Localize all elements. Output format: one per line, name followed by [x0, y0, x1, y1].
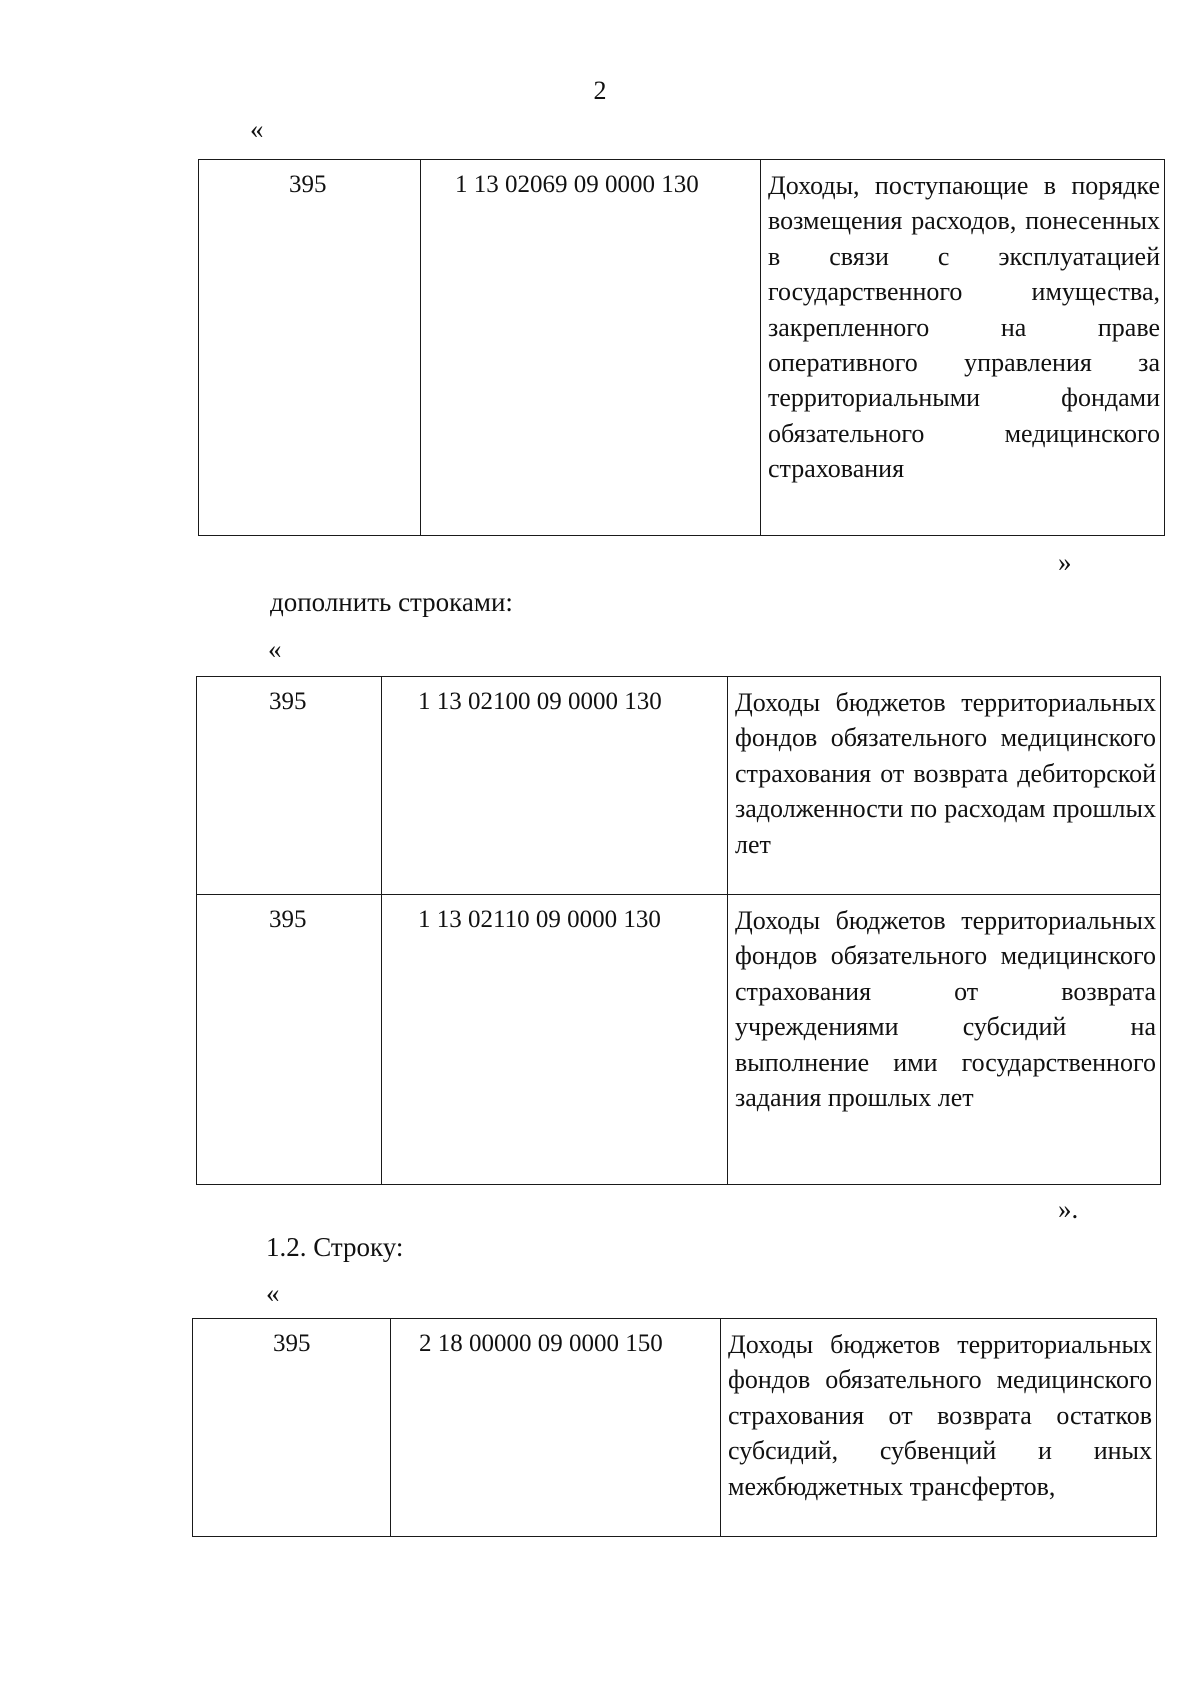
description-cell: Доходы бюджетов территориальных фондов обязательного медицинского страхования от возврата остатков субсидий, субвенций и иных межбюджетных трансфертов, — [721, 1319, 1157, 1537]
code-table-3 — [192, 1318, 1157, 1537]
admin-code-cell: 395 — [199, 160, 421, 536]
section-heading: 1.2. Строку: — [266, 1232, 404, 1262]
table-row — [197, 677, 1161, 895]
description-cell: Доходы бюджетов территориальных фондов обязательного медицинского страхования от возврата дебиторской задолженности по расходам прошлых лет — [728, 677, 1161, 895]
code-table-2 — [196, 676, 1161, 1185]
code-table-1 — [198, 159, 1165, 536]
budget-code-cell: 1 13 02069 09 0000 130 — [421, 160, 761, 536]
admin-code-cell: 395 — [197, 677, 382, 895]
admin-code-cell: 395 — [193, 1319, 391, 1537]
closing-quote: » — [1058, 547, 1072, 577]
budget-code-cell: 1 13 02110 09 0000 130 — [382, 895, 728, 1185]
budget-code-cell: 1 13 02100 09 0000 130 — [382, 677, 728, 895]
closing-quote-period: ». — [1058, 1194, 1079, 1224]
opening-quote: « — [266, 1278, 280, 1308]
supplement-text: дополнить строками: — [270, 587, 513, 617]
opening-quote: « — [250, 114, 264, 144]
description-cell: Доходы бюджетов территориальных фондов обязательного медицинского страхования от возврата учреждениями субсидий на выполнение ими государственного задания прошлых лет — [728, 895, 1161, 1185]
table-row — [197, 895, 1161, 1185]
budget-code-cell: 2 18 00000 09 0000 150 — [391, 1319, 721, 1537]
admin-code-cell: 395 — [197, 895, 382, 1185]
table-row — [193, 1319, 1157, 1537]
description-cell: Доходы, поступающие в порядке возмещения расходов, понесенных в связи с эксплуатацией государственного имущества, закрепленного на праве оперативного управления за территориальными фондами обязательного медицинского страхования — [761, 160, 1165, 536]
page-number: 2 — [593, 76, 607, 105]
table-row — [199, 160, 1165, 536]
opening-quote: « — [268, 634, 282, 664]
